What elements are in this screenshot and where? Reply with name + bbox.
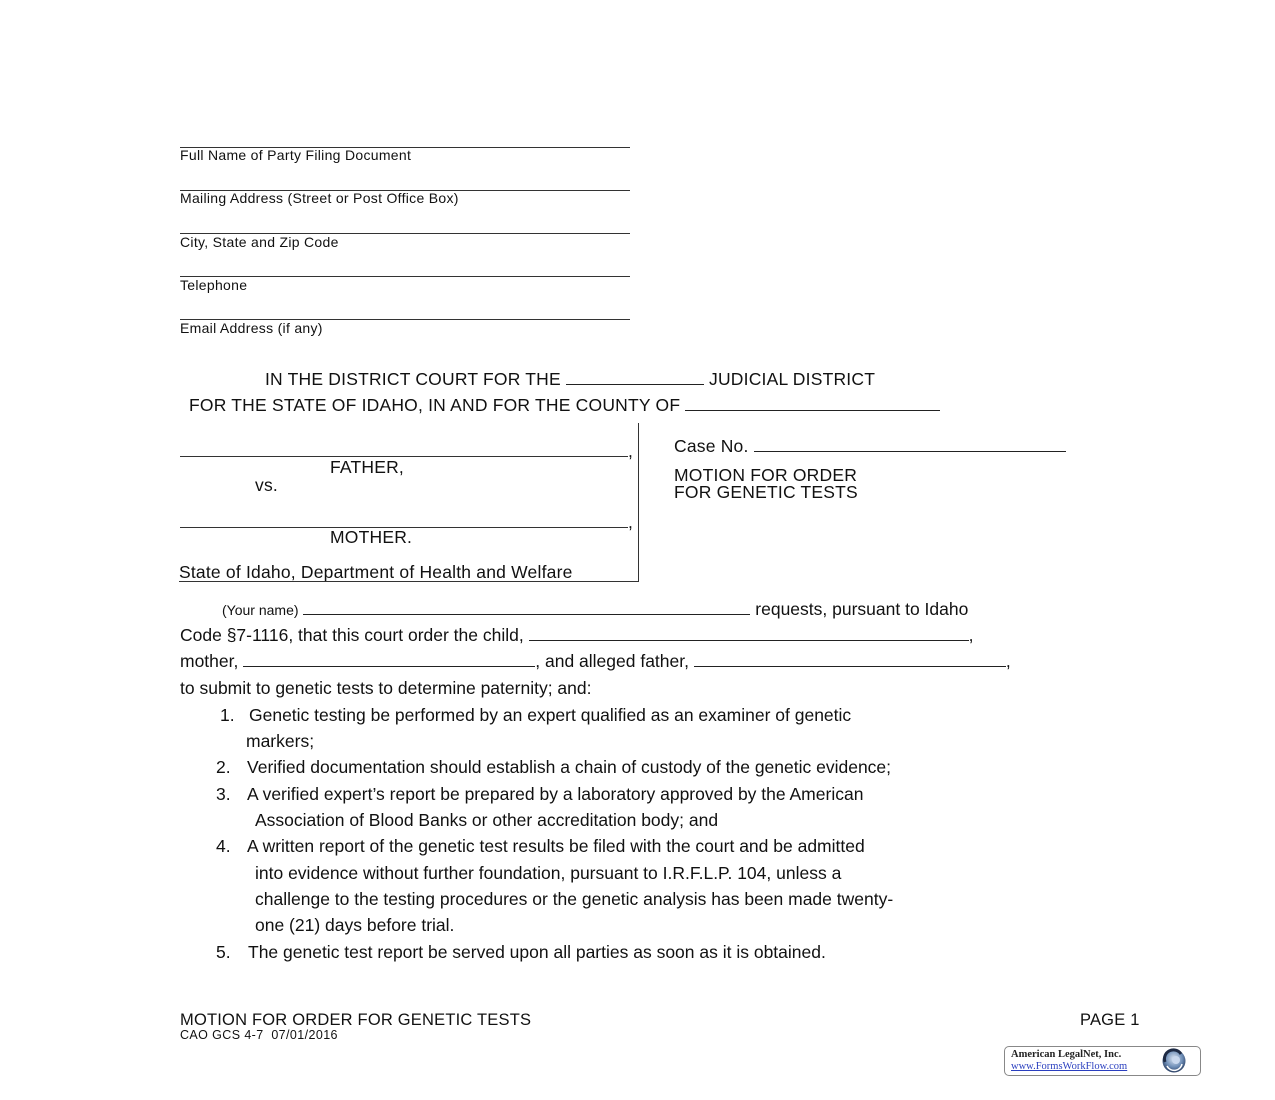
county-prefix: FOR THE STATE OF IDAHO, IN AND FOR THE COUNTY OF <box>189 395 681 415</box>
logo-company-name: American LegalNet, Inc. <box>1011 1049 1122 1060</box>
body-line-1 <box>222 599 968 620</box>
item-3-num: 3. <box>216 784 231 804</box>
body-line-3-mid: , and alleged father, <box>535 651 689 671</box>
county-field[interactable] <box>685 396 940 411</box>
mother-name-field[interactable] <box>243 652 535 667</box>
telephone-line[interactable] <box>180 276 630 277</box>
father-label: FATHER, <box>330 457 404 477</box>
item-3-line-1: A verified expert’s report be prepared by a laboratory approved by the American <box>247 784 864 804</box>
agency-label: State of Idaho, Department of Health and Welfare <box>179 562 573 582</box>
body-line-2-comma: , <box>968 625 974 645</box>
item-1-line-1: Genetic testing be performed by an expert qualified as an examiner of genetic <box>249 705 852 725</box>
caption-bottom-line <box>179 581 639 582</box>
body-line-3-prefix: mother, <box>180 651 239 671</box>
item-4-line-1: A written report of the genetic test results be filed with the court and be admitted <box>247 836 865 856</box>
document-title-line1: MOTION FOR ORDER <box>674 465 858 485</box>
item-4-line-3: challenge to the testing procedures or the genetic analysis has been made twenty- <box>255 889 894 909</box>
item-4-line-2: into evidence without further foundation, pursuant to I.R.F.L.P. 104, unless a <box>255 863 842 883</box>
court-header-suffix: JUDICIAL DISTRICT <box>709 369 876 389</box>
court-header-line2 <box>189 395 940 416</box>
mailing-address-label: Mailing Address (Street or Post Office Box) <box>180 190 459 206</box>
body-line-3 <box>180 651 1011 672</box>
judicial-district-field[interactable] <box>566 370 704 385</box>
body-line-2-prefix: Code §7-1116, that this court order the child, <box>180 625 524 645</box>
item-5-num: 5. <box>216 942 231 962</box>
item-2-num: 2. <box>216 757 231 777</box>
item-4-num: 4. <box>216 836 231 856</box>
item-3-line-2: Association of Blood Banks or other accreditation body; and <box>255 810 719 830</box>
case-number-label: Case No. <box>674 436 749 456</box>
your-name-label: (Your name) <box>222 602 299 618</box>
case-number-row <box>674 436 1066 457</box>
body-line-3-comma: , <box>1005 651 1011 671</box>
email-label: Email Address (if any) <box>180 320 323 336</box>
alleged-father-name-field[interactable] <box>694 652 1006 667</box>
body-line-1-suffix: requests, pursuant to Idaho <box>755 599 969 619</box>
footer-form-code: CAO GCS 4-7 07/01/2016 <box>180 1028 338 1042</box>
city-state-zip-label: City, State and Zip Code <box>180 234 339 250</box>
court-header-prefix: IN THE DISTRICT COURT FOR THE <box>265 369 561 389</box>
case-number-field[interactable] <box>754 437 1066 452</box>
logo-url-link[interactable]: www.FormsWorkFlow.com <box>1011 1061 1128 1072</box>
item-1-line-2: markers; <box>246 731 315 751</box>
child-name-field[interactable] <box>529 626 969 641</box>
father-comma: , <box>628 441 633 461</box>
item-1-num: 1. <box>220 705 235 725</box>
globe-swirl-icon <box>1161 1048 1187 1074</box>
full-name-label: Full Name of Party Filing Document <box>180 147 412 163</box>
body-line-4: to submit to genetic tests to determine paternity; and: <box>180 678 592 698</box>
page-number: PAGE 1 <box>1080 1011 1140 1029</box>
mother-comma: , <box>628 512 633 532</box>
court-header-line1 <box>265 369 875 390</box>
american-legalnet-logo[interactable] <box>1004 1046 1201 1076</box>
footer-title: MOTION FOR ORDER FOR GENETIC TESTS <box>180 1011 532 1029</box>
your-name-field[interactable] <box>303 600 750 615</box>
item-5-line-1: The genetic test report be served upon all parties as soon as it is obtained. <box>248 942 826 962</box>
father-name-line[interactable] <box>180 456 628 457</box>
body-line-2 <box>180 625 973 646</box>
vs-label: vs. <box>255 475 278 495</box>
item-4-line-4: one (21) days before trial. <box>255 915 455 935</box>
item-2-line-1: Verified documentation should establish a chain of custody of the genetic evidence; <box>247 757 892 777</box>
telephone-label: Telephone <box>180 277 248 293</box>
caption-divider <box>638 423 639 582</box>
document-title-line2: FOR GENETIC TESTS <box>674 482 858 502</box>
mother-label: MOTHER. <box>330 527 413 547</box>
